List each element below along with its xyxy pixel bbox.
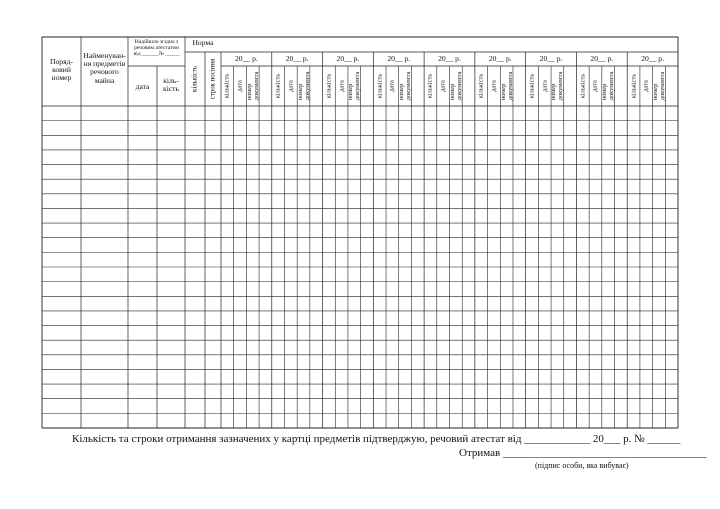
sub-column-header: номер документа: [296, 71, 311, 101]
statement-year: 20___ р.: [592, 433, 632, 445]
sub-column-header: номер документа: [398, 71, 413, 101]
statement-text: Кількість та строки отримання зазначених у картці предметів підтверджую, речовий атестат від: [72, 433, 522, 445]
sub-column-header: кількість: [426, 73, 434, 99]
sub-column-header: кількість: [376, 73, 384, 99]
sub-column-header: дата: [541, 80, 549, 92]
sub-column-header: кількість: [223, 73, 231, 99]
sub-column-header: номер документа: [550, 71, 565, 101]
signature-caption: (підпис особи, яка вибуває): [535, 461, 629, 470]
footer-received: [459, 447, 706, 459]
year-header: 20__ р.: [387, 54, 411, 63]
sub-column-header: кількість: [325, 73, 333, 99]
sub-column-header: номер документа: [601, 71, 616, 101]
year-header: 20__ р.: [488, 54, 512, 63]
sub-column-header: кількість: [477, 73, 485, 99]
sub-column-header: дата: [287, 80, 295, 92]
sub-column-header: кількість: [630, 73, 638, 99]
sub-column-header: дата: [439, 80, 447, 92]
sub-column-header: дата: [338, 80, 346, 92]
sub-column-header: дата: [591, 80, 599, 92]
sub-column-header: дата: [490, 80, 498, 92]
sub-column-header: номер документа: [499, 71, 514, 101]
statement-date-blank[interactable]: ____________: [524, 433, 591, 445]
year-header: 20__ р.: [336, 54, 360, 63]
sub-column-header: дата: [236, 80, 244, 92]
year-header: 20__ р.: [285, 54, 309, 63]
item-name-header: Найменуван- ня предметів речового майна: [83, 51, 126, 85]
sub-column-header: номер документа: [347, 71, 362, 101]
received-group-header: Надійшло згідно з речовим атестатом від ______№ _____: [133, 39, 180, 58]
year-header: 20__ р.: [590, 54, 614, 63]
sub-column-header: кількість: [274, 73, 282, 99]
received-date-header: дата: [135, 82, 150, 91]
sub-column-header: номер документа: [245, 71, 260, 101]
received-quantity-header: кіль- кість: [163, 76, 179, 94]
norm-quantity-header: кількість: [191, 66, 199, 92]
statement-number-blank[interactable]: ______: [647, 433, 681, 445]
year-header: 20__ р.: [641, 54, 664, 63]
year-header: 20__ р.: [438, 54, 461, 63]
norm-term-header: строк носіння: [209, 58, 217, 100]
sub-column-header: кількість: [579, 73, 587, 99]
sub-column-header: кількість: [528, 73, 536, 99]
sub-column-header: дата: [642, 80, 650, 92]
year-header: 20__ р.: [234, 54, 258, 63]
sub-column-header: номер документа: [651, 71, 666, 101]
sub-column-header: дата: [388, 80, 396, 92]
received-label: Отримав: [459, 447, 501, 459]
norm-header: Норма: [192, 38, 214, 47]
number-sign: №: [634, 433, 645, 445]
received-signature-blank[interactable]: _____________________________________: [502, 447, 707, 459]
year-header: 20__ р.: [539, 54, 563, 63]
footer-statement: [72, 433, 680, 445]
seq-number-header: Поряд- ковий номер: [50, 57, 73, 83]
sub-column-header: номер документа: [448, 71, 463, 101]
